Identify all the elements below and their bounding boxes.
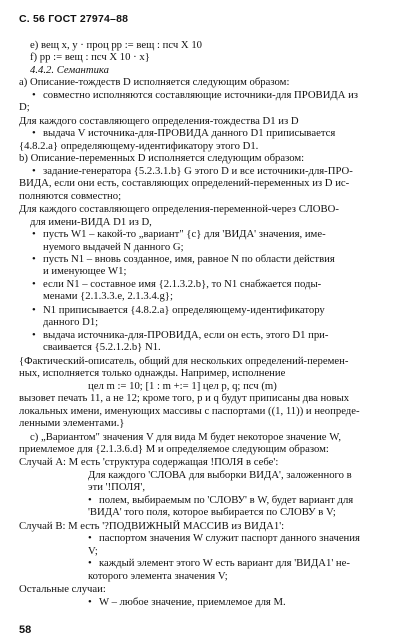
text-line: V; <box>88 544 98 557</box>
code-line: цел m := 10; [1 : m +:= 1] цел p, q; псч (m) <box>88 379 277 392</box>
text-line: 'ВИДА' того поля, которое выбирается по СЛОВУ в V; <box>88 506 336 519</box>
text-line: полняются совместно; <box>19 189 122 202</box>
text-line: b) Описание-переменных D исполняется следующим образом: <box>19 152 305 165</box>
bullet-line: • пусть W1 – какой-то „вариант" {c} для 'ВИДА' значения, име- <box>43 228 326 241</box>
text-line: ВИДА, если они есть, составляющих определений-переменных из D ис- <box>19 177 350 190</box>
text-line: ленными элементами.} <box>19 417 125 430</box>
text-line: c) „Вариантом" значения V для вида M будет некоторое значение W, <box>30 430 341 443</box>
text-line: эти '!ПОЛЯ', <box>88 481 146 494</box>
text-line: для имени-ВИДА D1 из D, <box>30 215 152 228</box>
bullet-line: • если N1 – составное имя {2.1.3.2.b}, то N1 снабжается поды- <box>43 278 321 291</box>
text-line: Случай B: M есть '?ПОДВИЖНЫЙ МАССИВ из ВИДА1': <box>19 519 285 532</box>
bullet-line: • W – любое значение, приемлемое для M. <box>99 596 286 609</box>
text-line: сваивается {5.2.1.2.b} N1. <box>43 341 161 354</box>
bullet-line: • паспортом значения W служит паспорт данного значения <box>99 532 360 545</box>
text-line: Для каждого 'СЛОВА для выборки ВИДА', заложенного в <box>88 469 352 481</box>
bullet-line: • выдача V источника-для-ПРОВИДА данного D1 приписывается <box>43 127 335 140</box>
bullet-line: • каждый элемент этого W есть вариант для 'ВИДА1' не- <box>99 557 350 570</box>
text-line: вызовет печать 11, а не 12; кроме того, p и q будут приписаны два новых <box>19 392 350 405</box>
text-line: а) Описание-тождеств D исполняется следующим образом: <box>19 76 290 89</box>
text-line: данного D1; <box>43 316 99 329</box>
page-header: С. 56 ГОСТ 27974–88 <box>19 13 129 25</box>
bullet-line: • пусть N1 – вновь созданное, имя, равное N по области действия <box>43 253 335 266</box>
text-line: f) pp := вещ : псч X 10 · x} <box>30 51 150 64</box>
text-line: ных, исполняется только однажды. Например, исполнение <box>19 367 286 380</box>
text-line: локальных имени, именующих массивы с паспортами ((1, 11)) и неопреде- <box>19 404 360 417</box>
text-line: которого элемента значения V; <box>88 569 228 582</box>
bullet-line: • задание-генератора {5.2.3.1.b} G этого D и все источники-для-ПРО- <box>43 165 353 178</box>
page-number: 58 <box>19 624 32 636</box>
bullet-line: • полем, выбираемым по 'СЛОВУ' в W, будет вариант для <box>99 494 353 507</box>
text-line: Для каждого составляющего определения-тождества D1 из D <box>19 114 299 127</box>
text-line: Случай A: M есть 'структура содержащая !ПОЛЯ в себе': <box>19 455 279 468</box>
bullet-line: • выдача источника-для-ПРОВИДА, если он есть, этого D1 при- <box>43 329 328 342</box>
bullet-line: • N1 приписывается {4.8.2.a} определяющему-идентификатору <box>43 304 325 317</box>
section-heading: 4.4.2. Семантика <box>30 63 110 76</box>
text-line: приемлемое для {2.1.3.6.d} M и определяемое следующим образом: <box>19 443 329 456</box>
text-line: нуемого выдачей N данного G; <box>43 240 184 253</box>
text-line: {4.8.2.a} определяющему-идентификатору этого D1. <box>19 139 259 152</box>
bullet-line: • совместно исполняются составляющие источники-для ПРОВИДА из <box>43 89 358 102</box>
text-line: Остальные случаи: <box>19 583 106 596</box>
text-line: и именующее W1; <box>43 265 127 278</box>
text-line: менами {2.1.3.3.e, 2.1.3.4.g}; <box>43 290 173 303</box>
text-line: Для каждого составляющего определения-переменной-через СЛОВО- <box>19 203 339 216</box>
text-line: e) вещ x, y · проц pp := вещ : псч X 10 <box>30 38 203 51</box>
text-line: {Фактический-описатель, общий для нескольких определений-перемен- <box>19 354 349 367</box>
text-line: D; <box>19 101 30 114</box>
